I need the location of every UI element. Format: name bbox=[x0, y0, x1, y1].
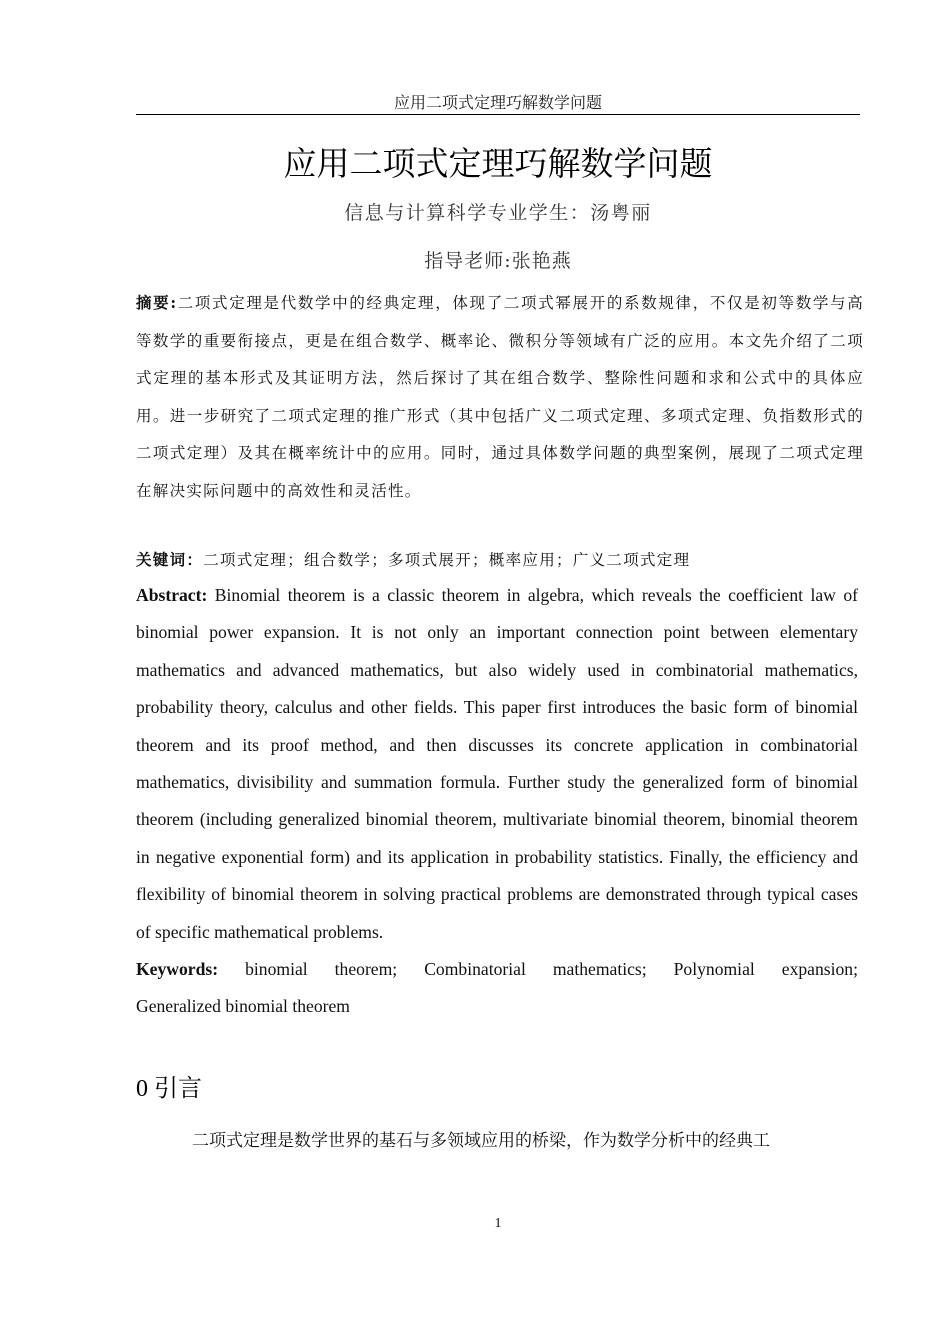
header-rule bbox=[136, 114, 860, 115]
english-keywords-text-2: Generalized binomial theorem bbox=[136, 996, 350, 1016]
paper-title: 应用二项式定理巧解数学问题 bbox=[283, 144, 713, 183]
english-keywords-line-1 bbox=[136, 951, 858, 988]
english-abstract-text: Binomial theorem is a classic theorem in algebra, which reveals the coefficient law of binomial power expansion. It is not only an important connection point between elementary mathematics and advanced mathematics, but also widely used in combinatorial mathematics, probability theory, calculus and other fields. This paper first introduces the basic form of binomial theorem and its proof method, and then discusses its concrete application in combinatorial mathematics, divisibility and summation formula. Further study the generalized form of binomial theorem (including generalized binomial theorem, multivariate binomial theorem, binomial theorem in negative exponential form) and its application in probability statistics. Finally, the efficiency and flexibility of binomial theorem in solving practical problems are demonstrated through typical cases of specific mathematical problems. bbox=[136, 585, 858, 942]
chinese-abstract-text: 二项式定理是代数学中的经典定理，体现了二项式幂展开的系数规律，不仅是初等数学与高等数学的重要衔接点，更是在组合数学、概率论、微积分等领域有广泛的应用。本文先介绍了二项式定理的基本形式及其证明方法，然后探讨了其在组合数学、整除性问题和求和公式中的具体应用。进一步研究了二项式定理的推广形式（其中包括广义二项式定理、多项式定理、负指数形式的二项式定理）及其在概率统计中的应用。同时，通过具体数学问题的典型案例，展现了二项式定理在解决实际问题中的高效性和灵活性。 bbox=[136, 294, 864, 500]
advisor-line: 指导老师:张艳燕 bbox=[424, 250, 572, 272]
english-abstract bbox=[136, 577, 858, 951]
english-keywords bbox=[136, 951, 858, 1025]
running-header: 应用二项式定理巧解数学问题 bbox=[393, 93, 602, 112]
chinese-keywords bbox=[136, 545, 860, 575]
chinese-keywords-text: 二项式定理；组合数学；多项式展开；概率应用；广义二项式定理 bbox=[203, 551, 691, 569]
section-title: 引言 bbox=[154, 1074, 202, 1102]
chinese-abstract-label: 摘要: bbox=[136, 293, 178, 312]
english-keywords-label: Keywords: bbox=[136, 959, 219, 979]
chinese-keywords-label: 关键词： bbox=[136, 550, 204, 569]
author-line: 信息与计算科学专业学生：汤粤丽 bbox=[344, 202, 652, 224]
intro-paragraph: 二项式定理是数学世界的基石与多领域应用的桥梁，作为数学分析中的经典工 bbox=[192, 1131, 770, 1151]
english-abstract-label: Abstract: bbox=[136, 585, 208, 605]
english-keywords-text-1: binomial theorem; Combinatorial mathematics; Polynomial expansion; bbox=[245, 959, 858, 979]
chinese-abstract bbox=[136, 284, 864, 510]
page-number: 1 bbox=[494, 1216, 502, 1231]
section-number: 0 bbox=[136, 1076, 148, 1102]
section-heading bbox=[136, 1070, 202, 1107]
